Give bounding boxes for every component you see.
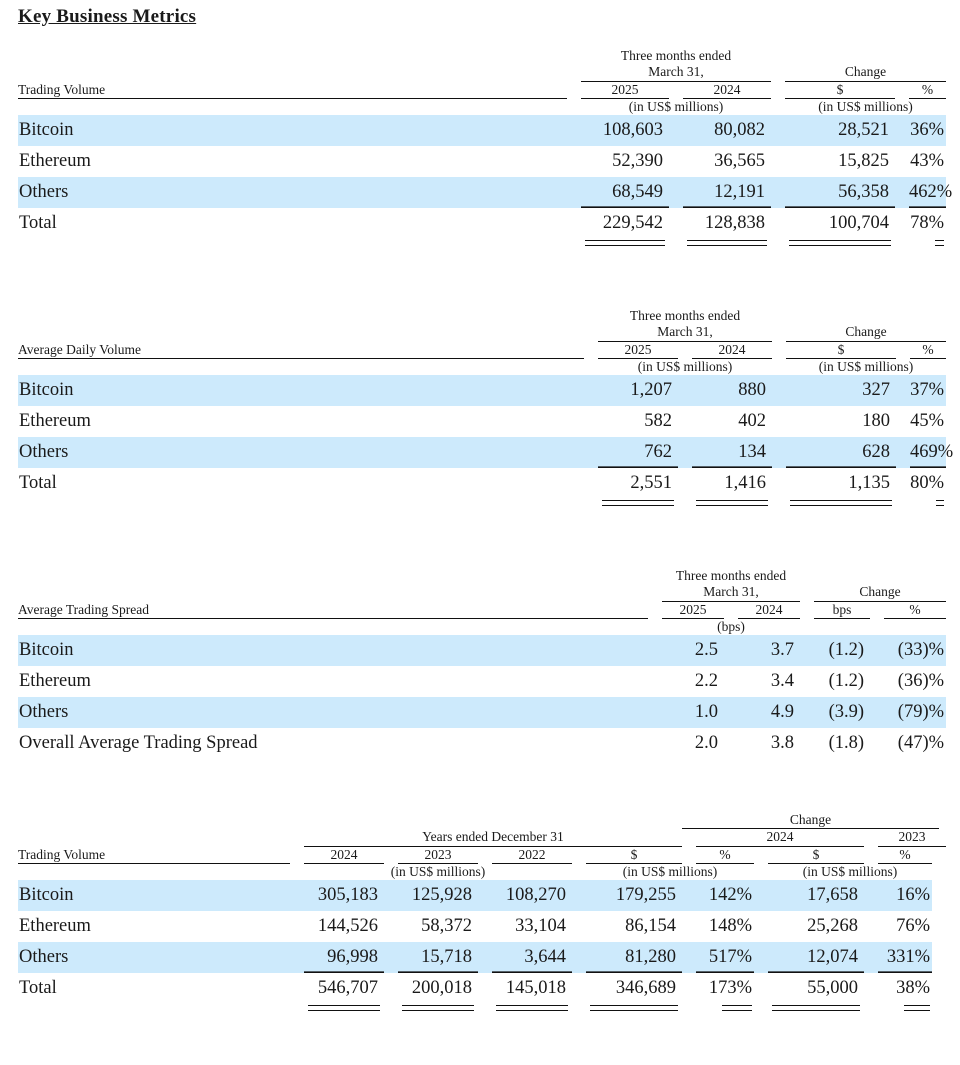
- cell-2024: 12,191: [683, 177, 771, 208]
- row-label: Ethereum: [19, 916, 91, 937]
- cell-change-percent: (79)%: [884, 697, 946, 728]
- cell-change-bps: (1.8): [828, 733, 865, 754]
- cell-change-2023-percent: 16%: [878, 880, 932, 911]
- table-row-total: [18, 208, 946, 239]
- row-header-label: Average Trading Spread: [18, 601, 648, 618]
- row-label: Others: [18, 697, 648, 728]
- cell-2025: 582: [644, 411, 672, 432]
- cell-change-2023-dollar: 25,268: [807, 916, 858, 937]
- col-header-2025: 2025: [598, 341, 678, 358]
- cell-change-percent: 78%: [909, 208, 946, 239]
- cell-2023: 200,018: [398, 973, 478, 1004]
- header-period-group: Three months ended March 31,: [598, 308, 772, 341]
- cell-2024: 880: [692, 375, 772, 406]
- header-period-group: Three months ended March 31,: [662, 568, 800, 601]
- cell-change-percent: (33)%: [884, 635, 946, 666]
- units-periods: (in US$ millions): [390, 864, 486, 880]
- cell-2024: 3.7: [738, 635, 800, 666]
- units-change: (in US$ millions): [818, 359, 914, 375]
- header-change-group: Change: [786, 308, 946, 341]
- cell-2022: 145,018: [492, 973, 572, 1004]
- row-label: Ethereum: [19, 151, 91, 172]
- header-group-row: [18, 308, 946, 341]
- col-header-change-2024-percent: %: [696, 846, 754, 863]
- cell-2024: 96,998: [304, 942, 384, 973]
- cell-change-2023-percent: 76%: [896, 916, 930, 937]
- header-change-super-row: [18, 812, 946, 829]
- col-header-change-dollar: $: [785, 81, 895, 98]
- cell-change-percent: (47)%: [897, 733, 945, 754]
- cell-change-dollar: 15,825: [838, 151, 890, 172]
- cell-2022: 3,644: [492, 942, 572, 973]
- cell-change-percent: 37%: [910, 375, 946, 406]
- cell-change-dollar: 56,358: [785, 177, 895, 208]
- cell-change-2024-percent: 148%: [708, 916, 752, 937]
- cell-2025: 2.5: [662, 635, 724, 666]
- table-trading-volume-annual: [18, 812, 946, 1004]
- cell-2024: 402: [738, 411, 767, 432]
- units-periods: (in US$ millions): [637, 359, 733, 375]
- units-change-2024: (in US$ millions): [622, 864, 718, 880]
- col-header-change-percent: %: [909, 81, 946, 98]
- cell-change-dollar: 100,704: [785, 208, 895, 239]
- row-label: Total: [19, 213, 57, 234]
- cell-2024: 128,838: [683, 208, 771, 239]
- col-header-change-percent: %: [910, 341, 946, 358]
- cell-change-2024-dollar: 179,255: [586, 880, 682, 911]
- cell-2025: 2.2: [694, 671, 718, 692]
- header-period-group: Three months ended March 31,: [581, 48, 771, 81]
- col-header-2024: 2024: [738, 601, 800, 618]
- cell-2025: 52,390: [612, 151, 663, 172]
- row-header-label: Trading Volume: [18, 81, 567, 98]
- cell-change-bps: (1.2): [814, 635, 870, 666]
- header-change-group: Change: [785, 48, 946, 81]
- cell-change-2023-percent: 331%: [878, 942, 932, 973]
- table-row: [18, 437, 946, 468]
- cell-change-2023-dollar: 55,000: [768, 973, 864, 1004]
- cell-change-percent: (36)%: [897, 671, 945, 692]
- cell-change-percent: 43%: [910, 151, 945, 172]
- row-label: Bitcoin: [18, 115, 567, 146]
- cell-change-2023-percent: 38%: [878, 973, 932, 1004]
- header-change-group: Change: [682, 812, 939, 829]
- table-row: [18, 666, 946, 697]
- table-row-total: [18, 468, 946, 499]
- table-row: [18, 942, 946, 973]
- row-label: Others: [18, 437, 584, 468]
- table-row: [18, 115, 946, 146]
- cell-2025: 2.0: [694, 733, 718, 754]
- cell-change-2023-dollar: 12,074: [768, 942, 864, 973]
- col-header-2024: 2024: [304, 846, 384, 863]
- row-header-label: Average Daily Volume: [18, 341, 584, 358]
- cell-2024: 134: [692, 437, 772, 468]
- header-units-row: [18, 99, 946, 116]
- table-row: [18, 635, 946, 666]
- units-change-2023: (in US$ millions): [802, 864, 898, 880]
- header-group-row: [18, 829, 946, 846]
- header-columns-row: [18, 846, 946, 863]
- cell-change-percent: 45%: [910, 411, 945, 432]
- table-row: [18, 177, 946, 208]
- header-columns-row: [18, 601, 946, 618]
- cell-2023: 125,928: [398, 880, 478, 911]
- row-label: Bitcoin: [18, 880, 290, 911]
- row-label: Others: [18, 177, 567, 208]
- row-label: Bitcoin: [18, 635, 648, 666]
- col-header-change-percent: %: [884, 601, 946, 618]
- table-row: [18, 375, 946, 406]
- page-title: Key Business Metrics: [18, 6, 197, 27]
- col-header-change-2023-dollar: $: [768, 846, 864, 863]
- cell-2025: 108,603: [581, 115, 669, 146]
- col-header-2025: 2025: [662, 601, 724, 618]
- table-trading-volume-quarterly: [18, 48, 953, 239]
- col-header-change-2023-percent: %: [878, 846, 932, 863]
- col-header-2024: 2024: [683, 81, 771, 98]
- table-row: [18, 146, 946, 177]
- header-columns-row: [18, 81, 946, 98]
- header-change-2023-group: 2023: [878, 829, 946, 846]
- cell-change-2024-dollar: 86,154: [625, 916, 676, 937]
- cell-change-2024-percent: 173%: [696, 973, 754, 1004]
- col-header-change-dollar: $: [786, 341, 896, 358]
- cell-change-2024-percent: 517%: [696, 942, 754, 973]
- units-change: [814, 619, 946, 636]
- cell-2024: 546,707: [304, 973, 384, 1004]
- col-header-2023: 2023: [398, 846, 478, 863]
- cell-change-2023-dollar: 17,658: [768, 880, 864, 911]
- header-period-group: Years ended December 31: [304, 829, 682, 846]
- cell-change-percent: 80%: [910, 468, 946, 499]
- cell-change-2024-dollar: 81,280: [586, 942, 682, 973]
- cell-2025: 1.0: [662, 697, 724, 728]
- cell-change-bps: (3.9): [814, 697, 870, 728]
- row-label: Ethereum: [19, 671, 91, 692]
- cell-change-dollar: 1,135: [786, 468, 896, 499]
- cell-change-dollar: 180: [862, 411, 891, 432]
- cell-change-2024-dollar: 346,689: [586, 973, 682, 1004]
- cell-change-dollar: 628: [786, 437, 896, 468]
- units-periods: (bps): [717, 619, 745, 635]
- table-average-daily-volume-quarterly: [18, 308, 954, 499]
- cell-2024: 3.4: [770, 671, 795, 692]
- table-row-overall: [18, 728, 946, 759]
- table-row: [18, 697, 946, 728]
- cell-2024: 3.8: [770, 733, 795, 754]
- header-group-row: [18, 568, 946, 601]
- cell-2023: 15,718: [398, 942, 478, 973]
- units-periods: (in US$ millions): [628, 99, 724, 115]
- row-label: Overall Average Trading Spread: [19, 733, 258, 754]
- row-label: Total: [19, 473, 57, 494]
- row-label: Others: [18, 942, 290, 973]
- table-average-trading-spread-quarterly: [18, 568, 946, 759]
- header-units-row: [18, 619, 946, 636]
- cell-change-2024-percent: 142%: [696, 880, 754, 911]
- row-header-label: Trading Volume: [18, 846, 290, 863]
- cell-2024: 1,416: [692, 468, 772, 499]
- header-group-row: [18, 48, 946, 81]
- cell-2023: 58,372: [421, 916, 472, 937]
- cell-change-dollar: 28,521: [785, 115, 895, 146]
- cell-2025: 1,207: [598, 375, 678, 406]
- cell-2025: 762: [598, 437, 678, 468]
- table-row-total: [18, 973, 946, 1004]
- cell-2025: 229,542: [581, 208, 669, 239]
- table-row: [18, 406, 946, 437]
- cell-2025: 68,549: [581, 177, 669, 208]
- units-change: (in US$ millions): [818, 99, 913, 115]
- cell-change-percent: 469%: [910, 437, 946, 468]
- cell-2024: 80,082: [683, 115, 771, 146]
- col-header-2024: 2024: [692, 341, 772, 358]
- header-change-group: Change: [814, 568, 946, 601]
- cell-2022: 108,270: [492, 880, 572, 911]
- header-units-row: [18, 359, 946, 376]
- table-row: [18, 880, 946, 911]
- row-label: Total: [19, 978, 57, 999]
- cell-change-dollar: 327: [786, 375, 896, 406]
- col-header-change-bps: bps: [814, 601, 870, 618]
- cell-change-percent: 462%: [909, 177, 946, 208]
- cell-2024: 305,183: [304, 880, 384, 911]
- cell-2025: 2,551: [598, 468, 678, 499]
- cell-2022: 33,104: [515, 916, 566, 937]
- cell-change-percent: 36%: [909, 115, 946, 146]
- cell-2024: 4.9: [738, 697, 800, 728]
- table-row: [18, 911, 946, 942]
- col-header-2025: 2025: [581, 81, 669, 98]
- col-header-2022: 2022: [492, 846, 572, 863]
- cell-change-bps: (1.2): [828, 671, 865, 692]
- col-header-change-2024-dollar: $: [586, 846, 682, 863]
- header-change-2024-group: 2024: [696, 829, 864, 846]
- row-label: Bitcoin: [18, 375, 584, 406]
- row-label: Ethereum: [19, 411, 91, 432]
- header-columns-row: [18, 341, 946, 358]
- cell-2024: 36,565: [714, 151, 766, 172]
- cell-2024: 144,526: [317, 916, 378, 937]
- header-units-row: [18, 864, 946, 881]
